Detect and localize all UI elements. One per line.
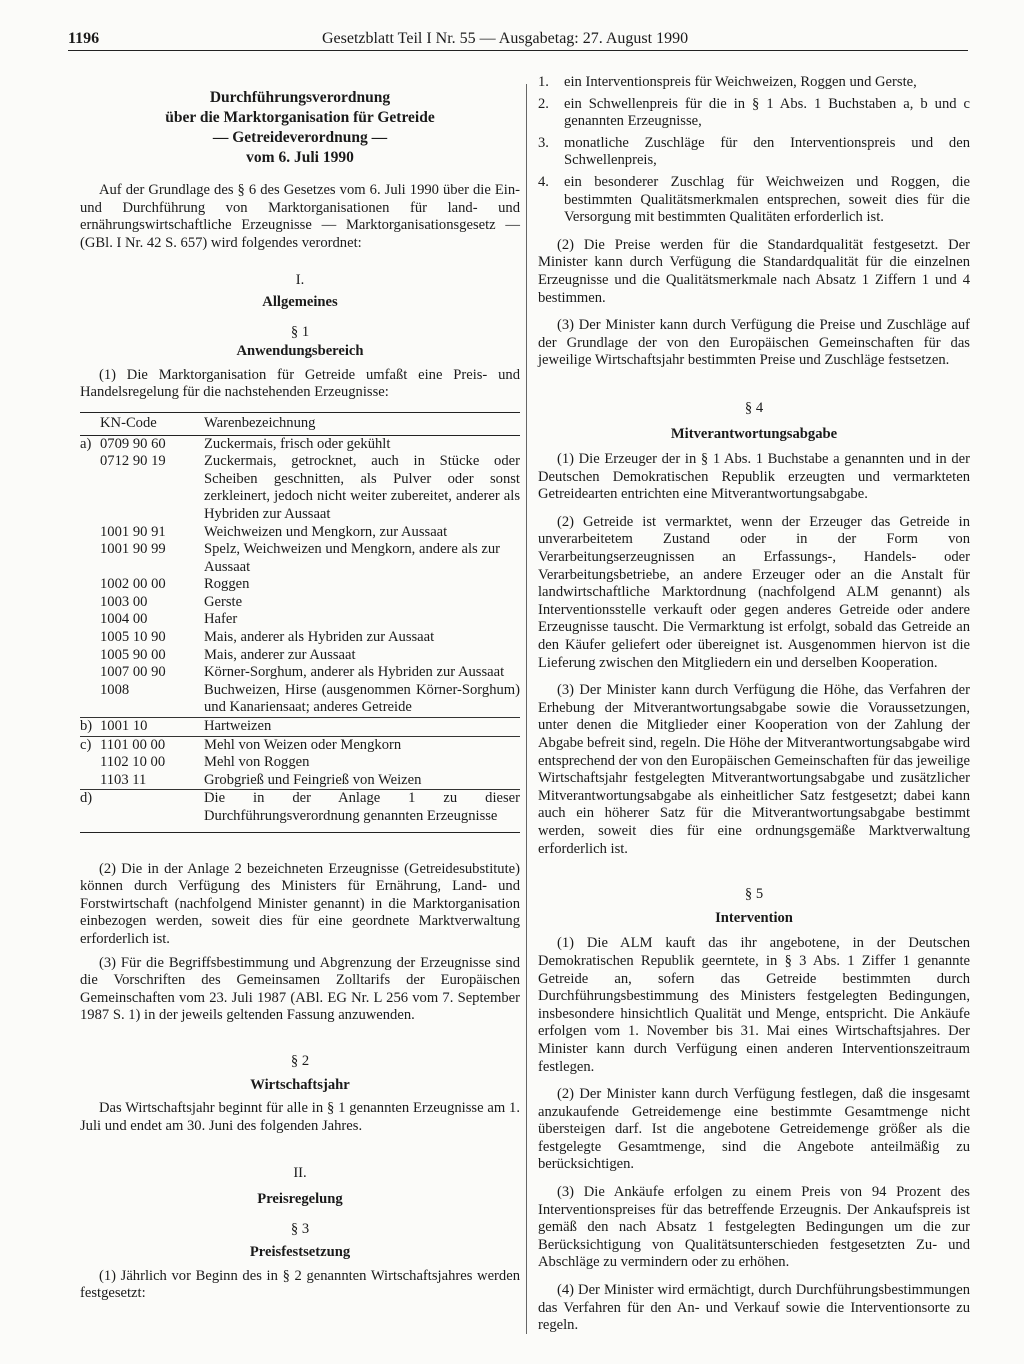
table-row [80, 435, 520, 453]
page-number: 1196 [68, 30, 100, 47]
row-code [100, 790, 204, 832]
paragraph: (2) Die Preise werden für die Standardqualität festgesetzt. Der Minister kann durch Verfügung die Standardqualität für die einzelnen Erzeugnisse und die Qualitätsmerkmale nach Absatz 1 Ziffern 1 und 4 bestimmen. [538, 236, 970, 306]
list-item [538, 96, 970, 131]
row-letter [80, 611, 100, 629]
row-code: 1004 00 [100, 611, 148, 628]
row-desc: Mais, anderer als Hybriden zur Aussaat [204, 629, 435, 646]
row-desc: Grobgrieß und Feingrieß von Weizen [204, 771, 422, 788]
row-desc: Buchweizen, Hirse (ausgenommen Körner-Sorghum) und Kanariensaat; anderes Getreide [204, 681, 520, 716]
decree-title-line: — Getreideverordnung — [212, 129, 388, 146]
row-code: 1003 00 [100, 593, 148, 610]
decree-title-line: über die Marktorganisation für Getreide [165, 109, 435, 126]
part-number: I. [295, 272, 305, 289]
row-letter [80, 772, 100, 790]
table-row [80, 718, 520, 737]
header-rule [68, 50, 968, 51]
table-row [80, 682, 520, 718]
section-number: § 3 [290, 1220, 310, 1237]
row-desc: Zuckermais, getrocknet, auch in Stücke oder Scheiben geschnitten, als Pulver oder sonst zerkleinert, jedoch nicht weiter zubereitet, anderer als Hybriden zur Aussaat [204, 453, 520, 522]
row-letter [80, 629, 100, 647]
row-letter [80, 594, 100, 612]
table-row [80, 754, 520, 772]
row-code: 0712 90 19 [100, 453, 166, 470]
table-row [80, 790, 520, 832]
table-row [80, 772, 520, 790]
row-code: 1102 10 00 [100, 754, 166, 771]
row-code: 1005 90 00 [100, 646, 166, 663]
intro-paragraph: Auf der Grundlage des § 6 des Gesetzes vom 6. Juli 1990 über die Ein- und Durchführung von Marktorganisationen für land- und ernährungswirtschaftliche Erzeugnisse — Marktorganisationsgesetz — (GBl. I Nr. 42 S. 657) wird folgendes verordnet: [80, 182, 520, 251]
table-row [80, 647, 520, 665]
product-table [80, 412, 520, 833]
section-number: § 1 [290, 323, 310, 340]
row-code: 1002 00 00 [100, 576, 166, 593]
section-title: Mitverantwortungsabgabe [670, 425, 838, 442]
table-row [80, 453, 520, 523]
left-column [80, 88, 520, 1303]
row-desc: Spelz, Weichweizen und Mengkorn, andere als zur Aussaat [204, 541, 501, 575]
part-title: Preisregelung [257, 1190, 343, 1207]
row-letter [80, 453, 100, 523]
decree-title [80, 88, 520, 168]
row-code: 1001 90 99 [100, 541, 166, 558]
row-letter: c) [80, 736, 100, 754]
paragraph: (3) Der Minister kann durch Verfügung die Höhe, das Verfahren der Erhebung der Mitverantwortungsabgabe sowie die Voraussetzungen, unter denen die Mitglieder einer Kooperation von der Zahlung der Abgabe befreit sind, regeln. Die Höhe der Mitverantwortungsabgabe wird entsprechend der von den Europäischen Gemeinschaften für das jeweilige Wirtschaftsjahr festgelegten Mitverantwortungsabgabe und zusätzlicher Mitverantwortungsabgabe als einheitlicher Satz festgesetzt; dabei kann auch ein höherer Satz für die Mitverantwortungsabgabe bestimmt werden, soweit dies für eine ordnungsgemäße Marktverwaltung erforderlich ist. [538, 682, 970, 857]
section-title: Wirtschaftsjahr [250, 1076, 350, 1093]
row-desc: Die in der Anlage 1 zu dieser Durchführungsverordnung genannten Erzeugnisse [204, 790, 520, 832]
list-item-text: ein Schwellenpreis für die in § 1 Abs. 1 Buchstaben a, b und c genannten Erzeugnisse, [564, 95, 970, 130]
table-header-row [80, 412, 520, 435]
row-letter: a) [80, 435, 92, 452]
row-letter [80, 682, 100, 718]
row-code: 0709 90 60 [100, 435, 166, 452]
table-header-code: KN-Code [100, 412, 204, 435]
list-item-text: ein besonderer Zuschlag für Weichweizen und Roggen, die bestimmten Qualitätsmerkmalen entsprechen, soweit dies für die Versorgung mit bestimmten Qualitäten erforderlich ist. [564, 173, 970, 226]
row-desc: Mehl von Weizen oder Mengkorn [204, 736, 520, 754]
list-item-number: 1. [538, 74, 549, 90]
row-code: 1101 00 00 [100, 736, 204, 754]
section-title: Preisfestsetzung [249, 1244, 351, 1261]
paragraph: (1) Jährlich vor Beginn des in § 2 genannten Wirtschaftsjahres werden festgesetzt: [80, 1267, 520, 1302]
table-row [80, 611, 520, 629]
row-letter: d) [80, 790, 100, 832]
section-number: § 4 [744, 399, 764, 416]
paragraph: (1) Die ALM kauft das ihr angebotene, in der Deutschen Demokratischen Republik geerntete, in § 3 Abs. 1 Ziffer 1 genannte Getreide an, sofern das Getreide bestimmten durch Durchführungsbestimmung des Ministers festgelegten Bedingungen, insbesondere hinsichtlich Qualität und Menge, entspricht. Die Ankäufe erfolgen vom 1. November bis 31. Mai eines Wirtschaftsjahres. Der Minister kann durch Verfügung einen anderen Interventionszeitraum festlegen. [538, 935, 970, 1075]
price-list [538, 74, 970, 227]
row-desc: Mais, anderer zur Aussaat [204, 646, 356, 663]
right-column [538, 74, 970, 1335]
part-number: II. [293, 1165, 307, 1182]
paragraph: (2) Getreide ist vermarktet, wenn der Erzeuger das Getreide in unverarbeitetem Zustand oder in der Form von Verarbeitungserzeugnissen an Erfassungs-, Handels- oder Verarbeitungsbetriebe, an andere Erzeuger oder an die Anstalt für landwirtschaftliche Marktordnung (nachfolgend ALM genannt) als Interventionsstelle verkauft oder gegen anderes Getreide oder andere Erzeugnisse tauscht. Die Vermarktung ist erfolgt, sobald das Getreide an den Käufer geliefert oder übereignet ist. Ausgenommen hiervon ist die Lieferung zwischen den Mitgliedern ein und derselben Kooperation. [538, 513, 970, 671]
decree-title-line: vom 6. Juli 1990 [246, 149, 354, 166]
list-item-number: 4. [538, 173, 549, 190]
table-row [80, 594, 520, 612]
row-letter [80, 754, 100, 772]
row-desc: Gerste [204, 593, 243, 610]
list-item-number: 2. [538, 95, 549, 112]
row-desc: Roggen [204, 576, 250, 593]
row-code: 1001 10 [100, 718, 204, 737]
section-title: Intervention [715, 909, 793, 926]
row-code: 1008 [100, 681, 130, 698]
paragraph: (1) Die Erzeuger der in § 1 Abs. 1 Buchstabe a genannten und in der Deutschen Demokratischen Republik erzeugten und vermarkteten Getreidearten entrichten eine Mitverantwortungsabgabe. [538, 451, 970, 503]
table-row [80, 524, 520, 542]
table-row [80, 541, 520, 576]
row-code: 1007 00 90 [100, 664, 166, 681]
row-letter [80, 647, 100, 665]
paragraph: (1) Die Marktorganisation für Getreide umfaßt eine Preis- und Handelsregelung für die nachstehenden Erzeugnisse: [80, 366, 520, 401]
row-letter: b) [80, 718, 100, 737]
row-letter [80, 664, 100, 682]
column-divider [526, 84, 527, 1334]
list-item-text: monatliche Zuschläge für den Interventionspreis und den Schwellenpreis, [564, 134, 970, 169]
list-item [538, 74, 970, 92]
decree-title-line: Durchführungsverordnung [209, 89, 391, 106]
paragraph: (3) Die Ankäufe erfolgen zu einem Preis von 94 Prozent des Interventionspreises für das betreffende Erzeugnis. Der Ankaufspreis ist gemäß den nach Absatz 1 festgelegten Bedingungen um die zur Berücksichtigung von Qualitätsunterschieden festgesetzten Zu- und Abschläge zu vermindern oder zu erhöhen. [538, 1184, 970, 1271]
table-row [80, 576, 520, 594]
table-row [80, 629, 520, 647]
row-code: 1103 11 [100, 771, 147, 788]
gazette-header: Gesetzblatt Teil I Nr. 55 — Ausgabetag: 27. August 1990 [322, 30, 689, 47]
row-code: 1005 10 90 [100, 629, 166, 646]
row-letter [80, 576, 100, 594]
part-title: Allgemeines [262, 293, 338, 310]
row-desc: Mehl von Roggen [204, 754, 310, 771]
row-letter [80, 524, 100, 542]
section-number: § 2 [290, 1052, 310, 1069]
table-row [80, 664, 520, 682]
row-code: 1001 90 91 [100, 523, 166, 540]
row-letter [80, 541, 100, 576]
paragraph: Das Wirtschaftsjahr beginnt für alle in § 1 genannten Erzeugnisse am 1. Juli und endet am 30. Juni des folgenden Jahres. [80, 1100, 520, 1134]
list-item [538, 174, 970, 227]
paragraph: (4) Der Minister wird ermächtigt, durch Durchführungsbestimmungen das Verfahren für den An- und Verkauf sowie die Interventionsorte zu regeln. [538, 1282, 970, 1334]
paragraph: (2) Die in der Anlage 2 bezeichneten Erzeugnisse (Getreidesubstitute) können durch Verfügung des Ministers für Ernährung, Land- und Forstwirtschaft (nachfolgend Minister genannt) in die Marktorganisation einbezogen werden, soweit dies für eine geordnete Marktverwaltung erforderlich ist. [80, 860, 520, 947]
paragraph: (2) Der Minister kann durch Verfügung festlegen, daß die insgesamt anzukaufende Getreidemenge eine bestimmte Gesamtmenge nicht übersteigen darf. Ist die angebotene Getreidemenge größer als die festgelegte Gesamtmenge, sind die Angebote anteilmäßig zu berücksichtigen. [538, 1086, 970, 1173]
table-row [80, 736, 520, 754]
paragraph: (3) Für die Begriffsbestimmung und Abgrenzung der Erzeugnisse sind die Vorschriften des Gemeinsamen Zolltarifs der Europäischen Gemeinschaften vom 23. Juli 1987 (ABl. EG Nr. L 256 vom 7. September 1987 S. 1) in der jeweils geltenden Fassung anzuwenden. [80, 954, 520, 1024]
list-item-text: ein Interventionspreis für Weichweizen, Roggen und Gerste, [564, 74, 917, 90]
list-item [538, 135, 970, 170]
list-item-number: 3. [538, 134, 549, 151]
paragraph: (3) Der Minister kann durch Verfügung die Preise und Zuschläge auf der Grundlage der von den Europäischen Gemeinschaften für das jeweilige Wirtschaftsjahr bestimmten Preise und Zuschläge festsetzen. [538, 317, 970, 369]
row-desc: Weichweizen und Mengkorn, zur Aussaat [204, 523, 448, 540]
section-title: Anwendungsbereich [236, 343, 364, 360]
row-desc: Hartweizen [204, 718, 520, 737]
row-desc: Körner-Sorghum, anderer als Hybriden zur Aussaat [204, 664, 505, 681]
table-header-desc: Warenbezeichnung [204, 412, 520, 435]
section-number: § 5 [744, 886, 764, 903]
row-desc: Zuckermais, frisch oder gekühlt [204, 435, 391, 452]
row-desc: Hafer [204, 611, 238, 628]
